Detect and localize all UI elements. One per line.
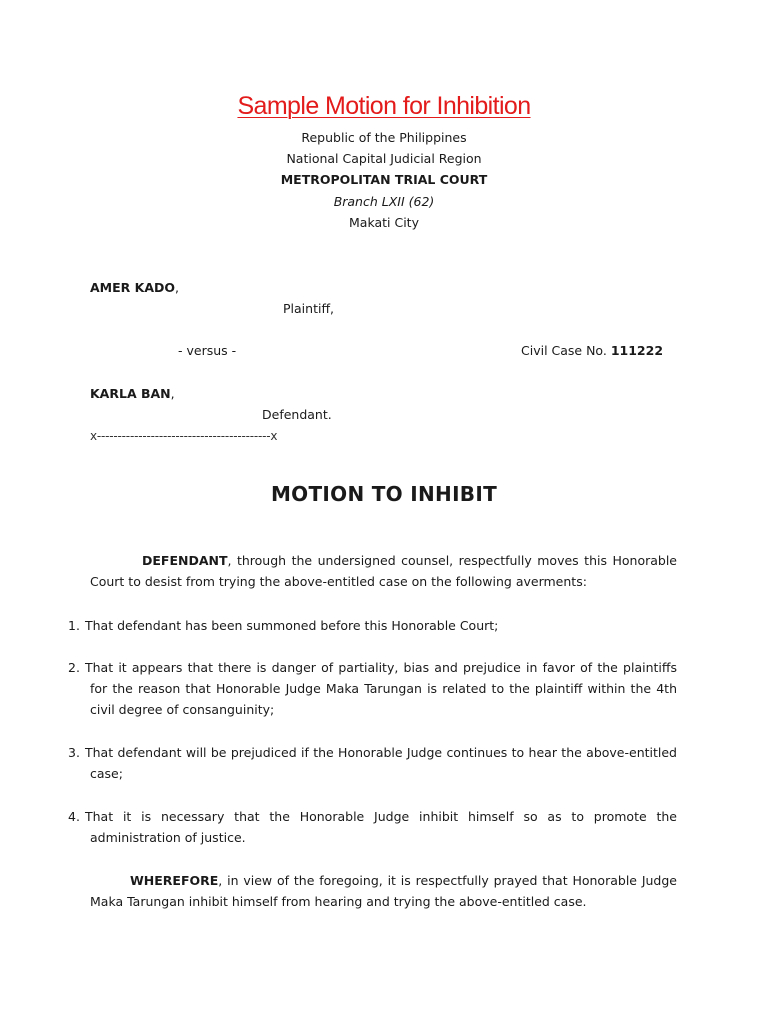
header-branch: Branch LXII (62) bbox=[333, 194, 435, 209]
averment-3 bbox=[68, 742, 677, 784]
defendant-name: KARLA BAN bbox=[90, 386, 171, 401]
plaintiff-line: AMER KADO, bbox=[90, 280, 179, 295]
case-number: 111222 bbox=[610, 343, 664, 358]
motion-title: MOTION TO INHIBIT bbox=[270, 482, 498, 506]
intro-paragraph bbox=[90, 550, 677, 592]
defendant-role: Defendant. bbox=[262, 407, 332, 422]
averment-text: That it appears that there is danger of partiality, bias and prejudice in favor of the plaintiffs for the reason that Honorable Judge Maka Tarungan is related to the plaintiff within the 4th civil degree of consanguinity; bbox=[85, 660, 677, 717]
averment-2 bbox=[68, 657, 677, 720]
header-republic: Republic of the Philippines bbox=[301, 130, 467, 145]
prayer-paragraph bbox=[90, 870, 677, 912]
prayer-text: , in view of the foregoing, it is respectfully prayed that Honorable Judge Maka Tarungan inhibit himself from hearing and trying the above-entitled case. bbox=[90, 873, 677, 909]
header-city: Makati City bbox=[349, 215, 419, 230]
header-court: METROPOLITAN TRIAL COURT bbox=[280, 172, 488, 187]
averment-number: 3. bbox=[68, 745, 80, 760]
prayer-lead: WHEREFORE bbox=[130, 873, 219, 888]
averment-number: 1. bbox=[68, 618, 80, 633]
averment-text: That defendant will be prejudiced if the Honorable Judge continues to hear the above-entitled case; bbox=[85, 745, 677, 781]
averment-number: 2. bbox=[68, 660, 80, 675]
intro-lead: DEFENDANT bbox=[142, 553, 228, 568]
case-label: Civil Case No. bbox=[521, 343, 607, 358]
averment-text: That it is necessary that the Honorable Judge inhibit himself so as to promote the administration of justice. bbox=[85, 809, 677, 845]
plaintiff-role: Plaintiff, bbox=[283, 301, 335, 316]
defendant-line: KARLA BAN, bbox=[90, 386, 175, 401]
plaintiff-name: AMER KADO bbox=[90, 280, 175, 295]
versus-text: - versus - bbox=[178, 343, 237, 358]
intro-text: , through the undersigned counsel, respectfully moves this Honorable Court to desist from trying the above-entitled case on the following averments: bbox=[90, 553, 677, 589]
caption-separator: x------------------------------------------x bbox=[90, 429, 278, 443]
header-region: National Capital Judicial Region bbox=[286, 151, 482, 166]
averment-text: That defendant has been summoned before this Honorable Court; bbox=[85, 618, 499, 633]
document-title: Sample Motion for Inhibition bbox=[237, 92, 531, 120]
case-number-line bbox=[521, 343, 663, 358]
averment-4 bbox=[68, 806, 677, 848]
averment-1 bbox=[68, 615, 677, 636]
averment-number: 4. bbox=[68, 809, 80, 824]
